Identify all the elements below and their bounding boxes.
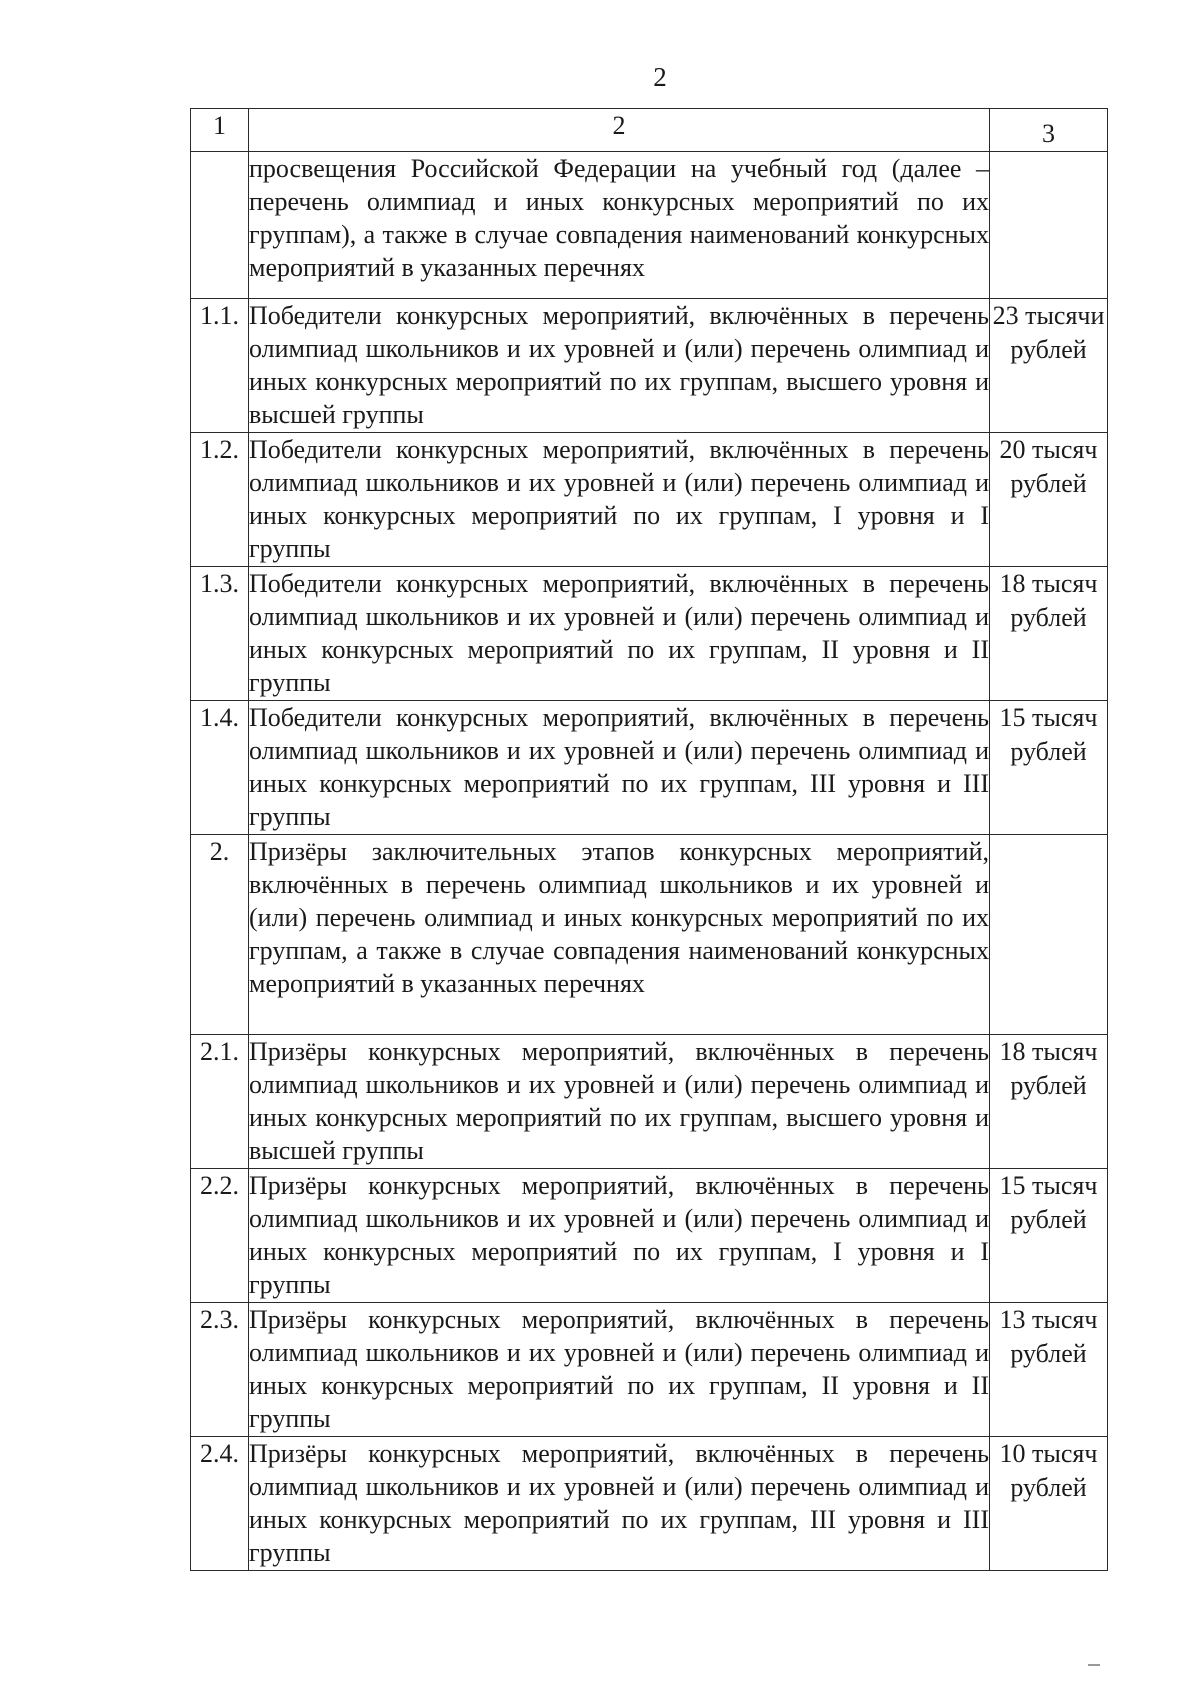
row-amount: 15 тысяч рублей <box>990 1169 1108 1303</box>
row-number: 1.4. <box>191 701 249 835</box>
awards-table <box>190 108 1108 1571</box>
table-row <box>191 1437 1108 1571</box>
table-row <box>191 835 1108 1035</box>
row-amount: 20 тысяч рублей <box>990 433 1108 567</box>
row-description: просвещения Российской Федерации на учебный год (далее – перечень олимпиад и иных конкурсных мероприятий по их группам), а также в случае совпадения наименований конкурсных мероприятий в указанных перечнях <box>249 152 990 299</box>
row-amount <box>990 835 1108 1035</box>
column-header-2: 2 <box>249 109 990 152</box>
column-header-3: 3 <box>990 109 1108 152</box>
row-description: Победители конкурсных мероприятий, включённых в перечень олимпиад школьников и их уровней и (или) перечень олимпиад и иных конкурсных мероприятий по их группам, I уровня и I группы <box>249 433 990 567</box>
row-amount: 18 тысяч рублей <box>990 567 1108 701</box>
row-description: Победители конкурсных мероприятий, включённых в перечень олимпиад школьников и их уровней и (или) перечень олимпиад и иных конкурсных мероприятий по их группам, высшего уровня и высшей группы <box>249 299 990 433</box>
row-description: Призёры заключительных этапов конкурсных мероприятий, включённых в перечень олимпиад школьников и их уровней и (или) перечень олимпиад и иных конкурсных мероприятий по их группам, а также в случае совпадения наименований конкурсных мероприятий в указанных перечнях <box>249 835 990 1035</box>
table-row <box>191 701 1108 835</box>
scan-artifact-mark <box>1088 1664 1100 1666</box>
column-header-1: 1 <box>191 109 249 152</box>
table-row <box>191 1169 1108 1303</box>
table-row <box>191 1035 1108 1169</box>
row-amount: 13 тысяч рублей <box>990 1303 1108 1437</box>
row-description: Призёры конкурсных мероприятий, включённых в перечень олимпиад школьников и их уровней и (или) перечень олимпиад и иных конкурсных мероприятий по их группам, высшего уровня и высшей группы <box>249 1035 990 1169</box>
row-number: 2. <box>191 835 249 1035</box>
row-number: 1.1. <box>191 299 249 433</box>
page-number: 2 <box>653 62 667 92</box>
row-number: 2.3. <box>191 1303 249 1437</box>
row-amount: 23 тысячи рублей <box>990 299 1108 433</box>
row-number: 1.2. <box>191 433 249 567</box>
row-description: Призёры конкурсных мероприятий, включённых в перечень олимпиад школьников и их уровней и (или) перечень олимпиад и иных конкурсных мероприятий по их группам, III уровня и III группы <box>249 1437 990 1571</box>
row-amount <box>990 152 1108 299</box>
table-row <box>191 1303 1108 1437</box>
row-amount: 10 тысяч рублей <box>990 1437 1108 1571</box>
row-number <box>191 152 249 299</box>
table-row <box>191 299 1108 433</box>
table-row <box>191 433 1108 567</box>
table-row <box>191 152 1108 299</box>
row-description: Победители конкурсных мероприятий, включённых в перечень олимпиад школьников и их уровней и (или) перечень олимпиад и иных конкурсных мероприятий по их группам, III уровня и III группы <box>249 701 990 835</box>
row-description: Призёры конкурсных мероприятий, включённых в перечень олимпиад школьников и их уровней и (или) перечень олимпиад и иных конкурсных мероприятий по их группам, II уровня и II группы <box>249 1303 990 1437</box>
row-description: Победители конкурсных мероприятий, включённых в перечень олимпиад школьников и их уровней и (или) перечень олимпиад и иных конкурсных мероприятий по их группам, II уровня и II группы <box>249 567 990 701</box>
table-header-row <box>191 109 1108 152</box>
row-amount: 18 тысяч рублей <box>990 1035 1108 1169</box>
row-number: 2.2. <box>191 1169 249 1303</box>
row-number: 2.4. <box>191 1437 249 1571</box>
table-row <box>191 567 1108 701</box>
row-number: 2.1. <box>191 1035 249 1169</box>
row-description: Призёры конкурсных мероприятий, включённых в перечень олимпиад школьников и их уровней и (или) перечень олимпиад и иных конкурсных мероприятий по их группам, I уровня и I группы <box>249 1169 990 1303</box>
row-amount: 15 тысяч рублей <box>990 701 1108 835</box>
row-number: 1.3. <box>191 567 249 701</box>
